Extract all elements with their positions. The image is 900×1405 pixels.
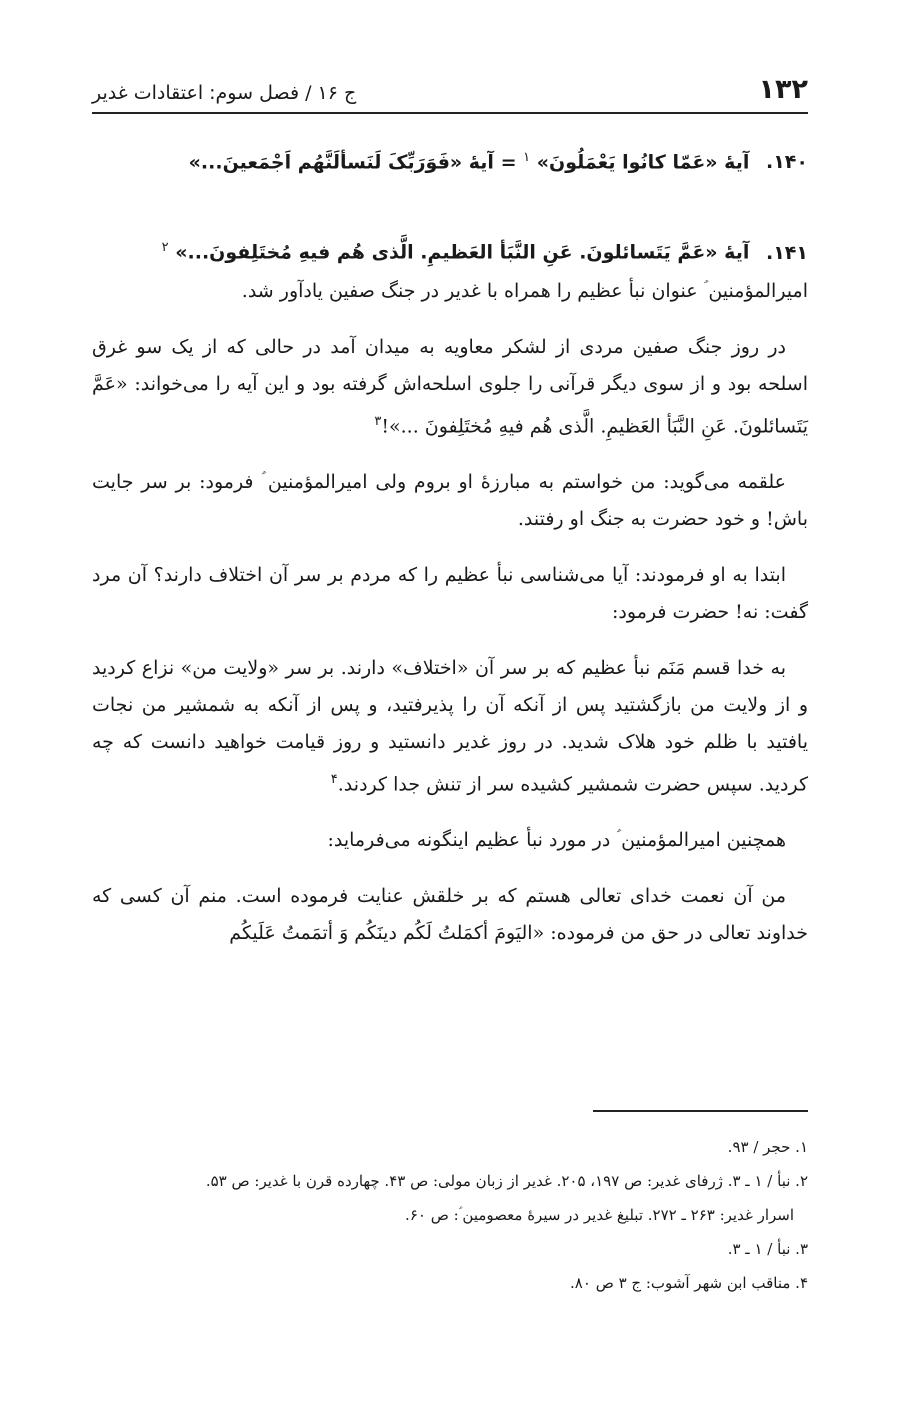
- running-head: ج ۱۶ / فصل سوم: اعتقادات غدیر: [92, 82, 357, 104]
- paragraph-text: امیرالمؤمنین ؑ عنوان نبأ عظیم را همراه با غدیر در جنگ صفین یادآور شد.: [241, 279, 808, 302]
- footnote-ref[interactable]: ۲: [161, 240, 169, 256]
- item-heading-140: [92, 140, 808, 180]
- footnotes: [92, 1130, 808, 1300]
- paragraph: [92, 557, 808, 631]
- item-title: آیهٔ «عَمّا کانُوا یَعْمَلُونَ»: [536, 151, 750, 174]
- paragraph: [92, 464, 808, 538]
- paragraph: [92, 329, 808, 445]
- paragraph-text: ابتدا به او فرمودند: آیا می‌شناسی نبأ عظیم را که مردم بر سر آن اختلاف دارند؟ آن مرد گفت: نه! حضرت فرمود:: [92, 563, 808, 623]
- paragraph: [92, 878, 808, 952]
- item-heading-141: [92, 230, 808, 270]
- paragraph-text: در روز جنگ صفین مردی از لشکر معاویه به میدان آمد در حالی که از یک سو غرق اسلحه بود و از سوی دیگر قرآنی را جلوی اسلحه‌اش گرفته بود و این آیه را می‌خواند: «عَمَّ یَتَسائلونَ. عَنِ النَّبَأ العَظیمِ. الَّذی هُم فیهِ مُختَلِفونَ ...»!: [92, 335, 808, 437]
- item-number: ۱۴۱.: [765, 241, 808, 264]
- footnote-ref[interactable]: ۱: [523, 150, 531, 165]
- paragraph: [92, 822, 808, 859]
- paragraph-text: به خدا قسم مَنَم نبأ عظیم که بر سر آن «اختلاف» دارند. بر سر «ولایت من» نزاع کردید و از ولایت من بازگشتید پس از آنکه آن را پذیرفتید، و پس از آنکه به شمشیر من نجات یافتید با ظلم خود هلاک شدید. در روز غدیر دانستید و روز قیامت خواهید دانست که چه کردید. سپس حضرت شمشیر کشیده سر از تنش جدا کردند.: [92, 656, 808, 796]
- paragraph-text: علقمه می‌گوید: من خواستم به مبارزهٔ او بروم ولی امیرالمؤمنین ؑ فرمود: بر سر جایت باش! و خود حضرت به جنگ او رفتند.: [92, 470, 808, 530]
- footnote-ref[interactable]: ۴: [330, 771, 338, 787]
- paragraph: [92, 650, 808, 803]
- footnote: ۲. نبأ / ۱ ـ ۳. ژرفای غدیر: ص ۱۹۷، ۲۰۵. غدیر از زبان مولی: ص ۴۳. چهارده قرن با غدیر: ص ۵۳.: [205, 1172, 808, 1190]
- footnote: ۱. حجر / ۹۳.: [727, 1138, 808, 1156]
- item-title: آیهٔ «عَمَّ یَتَسائلونَ. عَنِ النَّبَأ العَظیمِ. الَّذی هُم فیهِ مُختَلِفونَ...»: [175, 241, 750, 264]
- item-title-rest: = آیهٔ «فَوَرَبِّکَ لَنَسألَنَّهُم اَجْمَعینَ...»: [188, 151, 517, 174]
- paragraph: [92, 273, 808, 310]
- item-number: ۱۴۰.: [765, 151, 808, 174]
- paragraph-text: من آن نعمت خدای تعالی هستم که بر خلقش عنایت فرموده است. منم آن کسی که خداوند تعالی در حق من فرموده: «الیَومَ أکمَلتُ لَکُم دینَکُم وَ أتمَمتُ عَلَیکُم: [92, 885, 808, 945]
- footnote-ref[interactable]: ۳: [374, 413, 382, 429]
- footnote: ۳. نبأ / ۱ ـ ۳.: [727, 1240, 808, 1258]
- footnote-divider: [593, 1110, 808, 1112]
- footnote-continuation: اسرار غدیر: ۲۶۳ ـ ۲۷۲. تبلیغ غدیر در سیرهٔ معصومین ؑ: ص ۶۰.: [405, 1206, 794, 1224]
- page-number: ۱۳۲: [758, 74, 808, 105]
- page-body: [92, 140, 808, 971]
- footnote: ۴. مناقب ابن شهر آشوب: ج ۳ ص ۸۰.: [570, 1274, 808, 1292]
- paragraph-text: همچنین امیرالمؤمنین ؑ در مورد نبأ عظیم اینگونه می‌فرماید:: [327, 829, 786, 852]
- page-header: [92, 72, 808, 114]
